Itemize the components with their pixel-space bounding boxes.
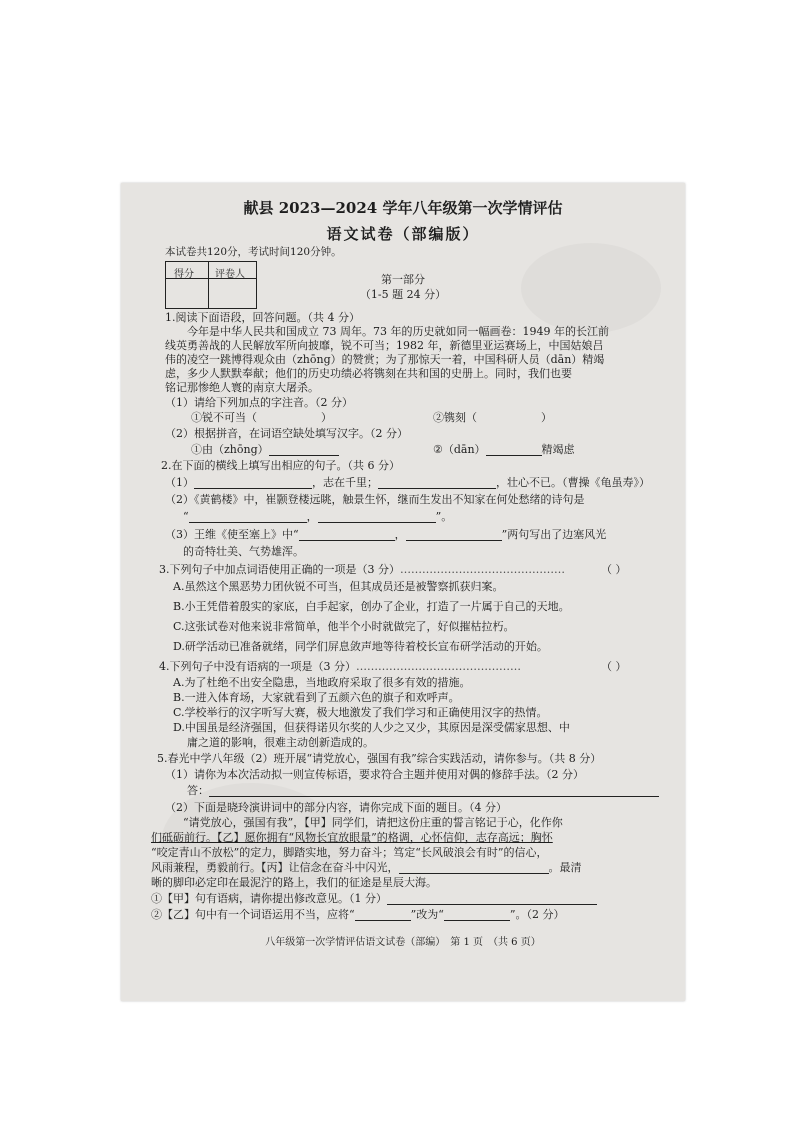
score-label: 得分: [174, 269, 194, 280]
q1-passage-line: 线英勇善战的人民解放军所向披靡，锐不可当；1982 年，新德里亚运赛场上，中国姑娘吕: [165, 339, 604, 352]
q2-blank-2[interactable]: [378, 477, 496, 489]
q5-answer-blank[interactable]: [209, 785, 659, 797]
q1-sub1-a: ①锐不可当（ ）: [191, 411, 332, 424]
q3-answer-paren[interactable]: （ ）: [601, 563, 627, 576]
q2-blank-4[interactable]: [318, 511, 436, 523]
grader-label: 评卷人: [215, 269, 245, 280]
page-footer: 八年级第一次学情评估语文试卷（部编） 第 1 页 （共 6 页）: [265, 937, 541, 948]
q4-option-d: D.中国虽是经济强国，但获得诺贝尔奖的人少之又少，其原因是深受儒家思想、中: [173, 721, 570, 734]
exam-paper-photo: [121, 183, 685, 1001]
q1-passage-line: 铭记那惨绝人寰的南京大屠杀。: [165, 381, 319, 394]
q1-passage-line: 今年是中华人民共和国成立 73 周年。73 年的历史就如同一幅画卷：1949 年的长江前: [187, 325, 609, 338]
q5-answer: 答：: [187, 784, 659, 797]
q3-option-d: D.研学活动已准备就绪，同学们屏息敛声地等待着校长宣布研学活动的开始。: [173, 640, 548, 653]
q4-stem: 4.下列句子中没有语病的一项是（3 分）………………………………………: [159, 660, 521, 673]
exam-note: 本试卷共120分，考试时间120分钟。: [165, 246, 342, 258]
q2-line2: （2）《黄鹤楼》中，崔颢登楼远眺，触景生怀，继而生发出不知家在何处愁绪的诗句是: [165, 493, 585, 506]
q1-sub1-b: ②镌刻（ ）: [433, 411, 552, 424]
q5-q-a: ①【甲】句有语病，请你提出修改意见。（1 分）: [151, 892, 597, 905]
exam-subtitle: 语文试卷（部编版）: [326, 225, 480, 243]
q5-passage-line: 晰的脚印必定印在最泥泞的路上，我们的征途是星辰大海。: [151, 876, 437, 889]
q1-sub2: （2）根据拼音，在词语空缺处填写汉字。（2 分）: [165, 427, 408, 440]
q5-stem: 5.春光中学八年级（2）班开展“请党放心，强国有我”综合实践活动，请你参与。（共 8 分）: [157, 752, 602, 765]
q5-passage-line: 们砥砺前行。【乙】愿你拥有“风物长宜放眼量”的格调，心怀信仰，志存高远；胸怀: [151, 831, 553, 844]
q3-stem: 3.下列句子中加点词语使用正确的一项是（3 分）………………………………………: [159, 563, 565, 576]
q1-sub2-b-blank[interactable]: [486, 444, 542, 456]
q5-q-a-blank[interactable]: [387, 893, 597, 905]
q5-passage-line: “咬定青山不放松”的定力，脚踏实地，努力奋斗；笃定“长风破浪会有时”的信心，: [151, 846, 548, 859]
q4-answer-paren[interactable]: （ ）: [601, 660, 627, 673]
q1-passage-line: 伟的凌空一跳博得观众由（zhōng）的赞赏；为了那惊天一着，中国科研人员（dān）精竭: [165, 353, 605, 366]
q2-blank-6[interactable]: [406, 529, 502, 541]
q1-sub1: （1）请给下列加点的字注音。（2 分）: [165, 396, 353, 409]
q5-q-b: ②【乙】句中有一个词语运用不当，应将“ ”改为“ ”。（2 分）: [151, 908, 565, 921]
q4-option-c: C.学校举行的汉字听写大赛，极大地激发了我们学习和正确使用汉字的热情。: [173, 706, 548, 719]
q1-sub2-b: ②（dān） 精竭虑: [433, 443, 575, 456]
q4-option-d-cont: 庸之道的影响，很难主动创新造成的。: [187, 736, 374, 749]
q1-passage-line: 虑，多少人默默奉献；他们的历史功绩必将镌刻在共和国的史册上。同时，我们也要: [165, 367, 572, 380]
q2-line3-cont: 的奇特壮美、气势雄浑。: [183, 545, 304, 558]
q1-sub2-a-blank[interactable]: [269, 444, 339, 456]
q4-option-a: A.为了杜绝不出安全隐患，当地政府采取了很多有效的措施。: [173, 676, 471, 689]
q3-option-c: C.这张试卷对他来说非常简单，他半个小时就做完了，好似摧枯拉朽。: [173, 620, 515, 633]
q5-q-b-blank-1[interactable]: [355, 909, 411, 921]
q5-passage-line: “请党放心，强国有我”，【甲】同学们，请把这份庄重的誓言铭记于心，化作你: [183, 816, 563, 829]
q2-line3: （3）王维《使至塞上》中“ ， ”两句写出了边塞风光: [165, 528, 607, 541]
q2-stem: 2.在下面的横线上填写出相应的句子。（共 6 分）: [161, 459, 400, 472]
q2-blank-5[interactable]: [299, 529, 395, 541]
q5-passage-line: 风雨兼程，勇毅前行。【丙】让信念在奋斗中闪光， 。最清: [151, 861, 582, 874]
q2-blank-3[interactable]: [189, 511, 307, 523]
q3-option-a: A.虽然这个黑恶势力团伙锐不可当，但其成员还是被警察抓获归案。: [173, 580, 504, 593]
part-name: 第一部分: [381, 273, 425, 286]
q3-option-b: B.小王凭借着殷实的家底，白手起家，创办了企业，打造了一片属于自己的天地。: [173, 600, 570, 613]
q2-line2b: “ ， ”。: [183, 510, 453, 523]
q5-sub1: （1）请你为本次活动拟一则宣传标语，要求符合主题并使用对偶的修辞手法。（2 分）: [165, 768, 584, 781]
q5-q-b-blank-2[interactable]: [444, 909, 510, 921]
q4-option-b: B.一进入体育场，大家就看到了五颜六色的旗子和欢呼声。: [173, 691, 460, 704]
q2-line1: （1） ，志在千里； ，壮心不已。（曹操《龟虽寿》）: [165, 476, 650, 489]
q1-stem: 1.阅读下面语段，回答问题。（共 4 分）: [165, 311, 360, 324]
q1-sub2-a: ①由（zhōng）: [191, 443, 339, 456]
q5-sub2: （2）下面是晓玲演讲词中的部分内容，请你完成下面的题目。（4 分）: [165, 801, 507, 814]
part-range: （1-5 题 24 分）: [359, 288, 447, 301]
q5-passage-blank[interactable]: [399, 862, 549, 874]
exam-title: 献县 2023—2024 学年八年级第一次学情评估: [243, 199, 563, 217]
q2-blank-1[interactable]: [194, 477, 312, 489]
